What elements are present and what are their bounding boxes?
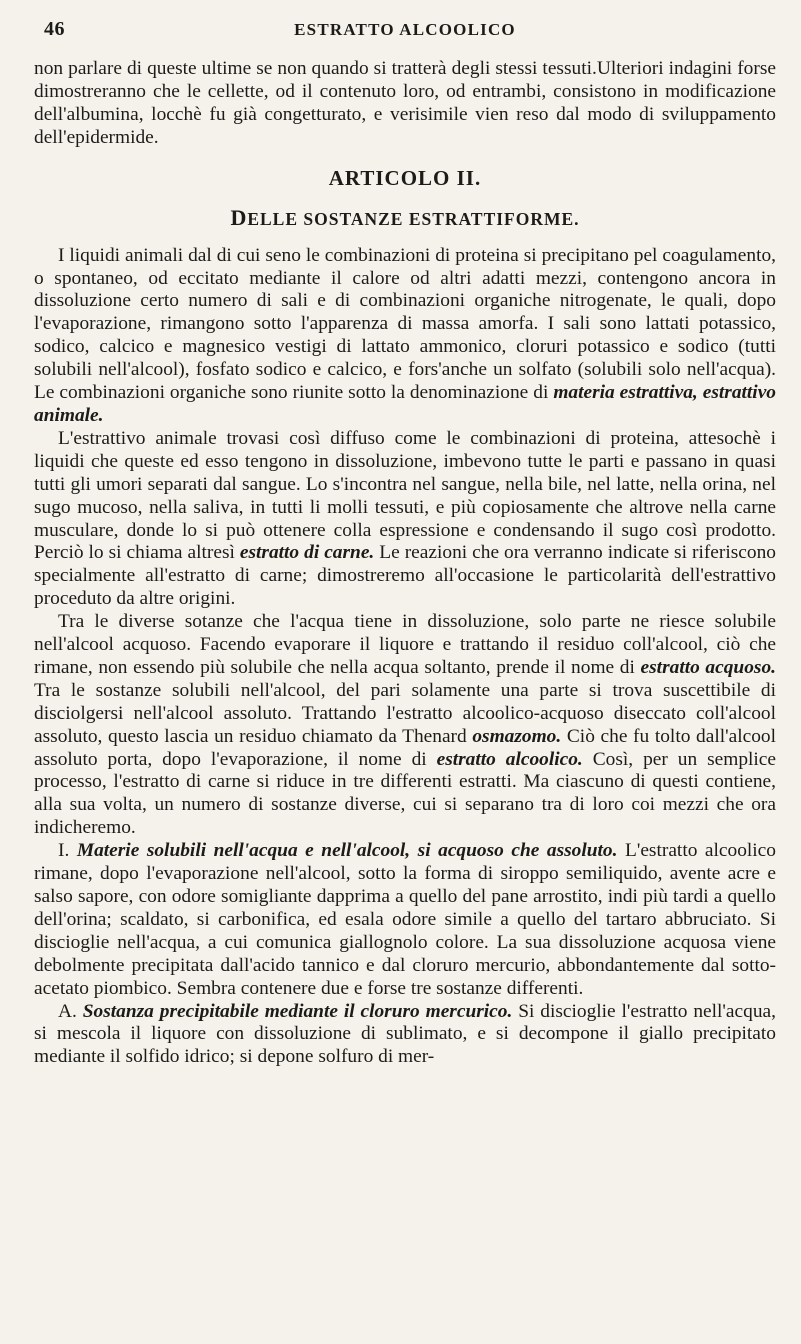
section-title-rest: ELLE SOSTANZE ESTRATTIFORME.	[247, 208, 580, 229]
paragraph-text: Così, per un semplice processo, l'estratto di carne si riduce in tre differenti estratti. Ma ciascuno di questi contiene, alla sua volta, un numero di sostanze diverse, cui si separano tra di loro coi mezzi che ora indicheremo.	[34, 748, 777, 839]
italic-term: estratto di carne.	[239, 542, 375, 564]
running-title: ESTRATTO ALCOOLICO	[294, 20, 516, 39]
paragraph-text: Si discioglie l'estratto nell'acqua, si mescola il liquore con dissoluzione di sublimato, e si decompone il giallo precipitato mediante il solfido idrico; si depone solfuro di mer-	[34, 1000, 776, 1068]
paragraph-text: Tra le diverse sotanze che l'acqua tiene in dissoluzione, solo parte ne riesce solubile nell'alcool acquoso. Facendo evaporare il liquore e trattando il residuo coll'alcool, ciò che rimane, non essendo più solubile che nella acqua soltanto, prende il nome di	[34, 611, 776, 678]
section-title-initial: D	[230, 204, 248, 230]
italic-term: osmazomo.	[472, 725, 562, 747]
paragraph-text: L'estratto alcoolico rimane, dopo l'evaporazione nell'alcool, sotto la forma di siroppo semiliquido, avente acre e salso sapore, con odore somigliante dapprima a quello del pane arrostito, indi più tardi a quello dell'orina; scaldato, si carbonifica, ed esala odore simile a quello del tartaro abbruciato. Si discioglie nell'acqua, a cui comunica giallognolo colore. La sua dissoluzione acquosa viene debolmente precipitata dall'acido tannico e dal cloruro mercurio, abbondantemente dal sotto-acetato piombico. Sembra contenere due e forse tre sostanze differenti.	[34, 840, 776, 999]
paragraph-text: Ciò che fu tolto dall'alcool assoluto porta, dopo l'evaporazione, il nome di	[34, 725, 776, 770]
italic-term: estratto acquoso.	[640, 656, 776, 678]
italic-term: estratto alcoolico.	[436, 748, 583, 770]
running-head	[34, 18, 776, 44]
paragraph-sostanza-precipitabile	[34, 1001, 776, 1070]
paragraph-text: L'estrattivo animale trovasi così diffuso come le combinazioni di proteina, attesochè i liquidi che queste ed esso tengono in dissoluzione, imbevono tutte le parti e passano in quasi tutti gli umori separati dal sangue. Lo s'incontra nel sangue, nella bile, nel latte, nella orina, nel sugo mucoso, nella saliva, in tutti li molli tessuti, e più copiosamente che altrove nella carne musculare, donde lo si può ottenere colla espressione e condensando il sugo così prodotto. Perciò lo si chiama altresì	[34, 427, 776, 564]
paragraph-sostanze	[34, 611, 776, 840]
section-title	[34, 205, 776, 231]
intro-paragraph: non parlare di queste ultime se non quando si tratterà degli stessi tessuti.Ulteriori indagini forse dimostreranno che le cellette, od il contenuto loro, od entrambi, consistono in modificazione dell'albumina, locchè fu già congetturato, e verisimile vien reso dal modo di sviluppamento dell'epidermide.	[34, 58, 776, 148]
page-number: 46	[44, 18, 65, 40]
paragraph-text: Tra le sostanze solubili nell'alcool, del pari solamente una parte si trova suscettibile di disciolgersi nell'alcool assoluto. Trattando l'estratto alcoolico-acquoso diseccato coll'alcool assoluto, questo lascia un residuo chiamato da Thenard	[34, 679, 776, 747]
paragraph-liquidi	[34, 245, 776, 428]
list-marker: A.	[58, 1000, 83, 1022]
paragraph-text: Le reazioni che ora verranno indicate si riferiscono specialmente all'estratto di carne; dimostreremo all'occasione le particolarità dell'estrattivo proceduto da altre origini.	[34, 542, 776, 610]
italic-heading: Materie solubili nell'acqua e nell'alcool, si acquoso che assoluto.	[76, 840, 618, 862]
paragraph-materie-solubili	[34, 840, 776, 1000]
italic-heading: Sostanza precipitabile mediante il cloruro mercurico.	[82, 1000, 513, 1022]
article-title: ARTICOLO II.	[328, 165, 482, 190]
paragraph-text: I liquidi animali dal di cui seno le combinazioni di proteina si precipitano pel coagulamento, o spontaneo, od eccitato mediante il calore od altri adatti mezzi, contengono ancora in dissoluzione certo numero di sali e di combinazioni organiche nitrogenate, le quali, dopo l'evaporazione, rimangono sotto l'apparenza di massa amorfa. I sali sono lattati potassico, sodico, calcico e magnesico vestigi di lattato ammonico, cloruri potassico e sodico (tutti solubili nell'alcool), fosfato sodico e calcico, e fors'anche un solfato (solubili solo nell'acqua). Le combinazioni organiche sono riunite sotto la denominazione di	[34, 244, 776, 404]
italic-term: materia estrattiva, estrattivo animale.	[34, 382, 776, 426]
paragraph-estrattivo	[34, 428, 776, 611]
list-marker: I.	[58, 840, 77, 862]
book-page	[34, 18, 776, 1328]
